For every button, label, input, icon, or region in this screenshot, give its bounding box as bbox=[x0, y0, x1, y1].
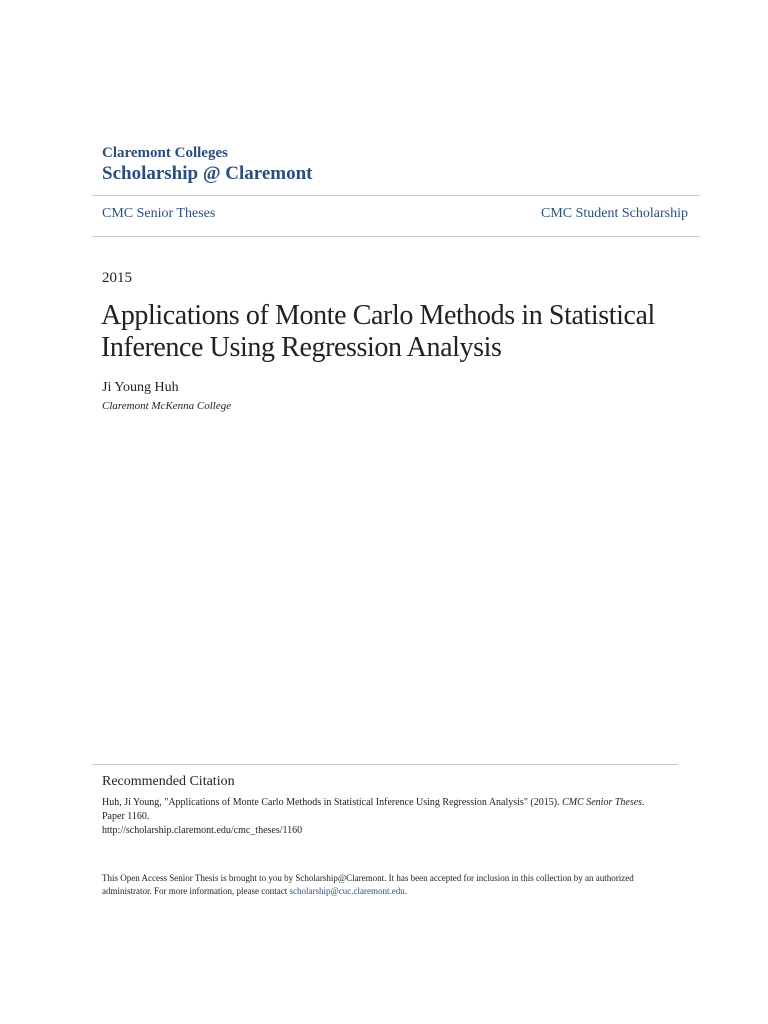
header-bottom-divider bbox=[92, 236, 700, 237]
contact-email-link[interactable]: scholarship@cuc.claremont.edu bbox=[289, 886, 405, 896]
collection-link[interactable]: CMC Senior Theses bbox=[102, 206, 216, 221]
citation-reference: Huh, Ji Young, "Applications of Monte Carlo Methods in Statistical Inference Using Regression Analysis" (2015). bbox=[102, 797, 563, 808]
access-notice-end: . bbox=[404, 886, 407, 896]
citation-series: CMC Senior Theses. bbox=[562, 797, 645, 808]
citation-heading: Recommended Citation bbox=[102, 774, 235, 789]
citation-paper-number: Paper 1160. bbox=[102, 811, 150, 822]
citation-divider bbox=[92, 764, 678, 765]
publication-year: 2015 bbox=[102, 270, 132, 286]
author-affiliation: Claremont McKenna College bbox=[102, 400, 232, 412]
document-title: Applications of Monte Carlo Methods in Statistical Inference Using Regression Analysis bbox=[101, 300, 655, 363]
parent-collection-link[interactable]: CMC Student Scholarship bbox=[540, 206, 688, 221]
access-notice bbox=[102, 872, 682, 898]
citation-text bbox=[102, 796, 702, 838]
brand-repository-name[interactable]: Scholarship @ Claremont bbox=[102, 163, 313, 184]
access-notice-text: This Open Access Senior Thesis is brought to you by Scholarship@Claremont. It has been accepted for inclusion in this collection by an authorized administrator. For more information, please contact bbox=[102, 873, 634, 896]
header-top-divider bbox=[92, 195, 700, 196]
repository-brand[interactable] bbox=[102, 144, 313, 186]
author-name: Ji Young Huh bbox=[102, 380, 179, 395]
citation-url[interactable]: http://scholarship.claremont.edu/cmc_theses/1160 bbox=[102, 825, 303, 836]
brand-institution[interactable]: Claremont Colleges bbox=[102, 145, 228, 161]
